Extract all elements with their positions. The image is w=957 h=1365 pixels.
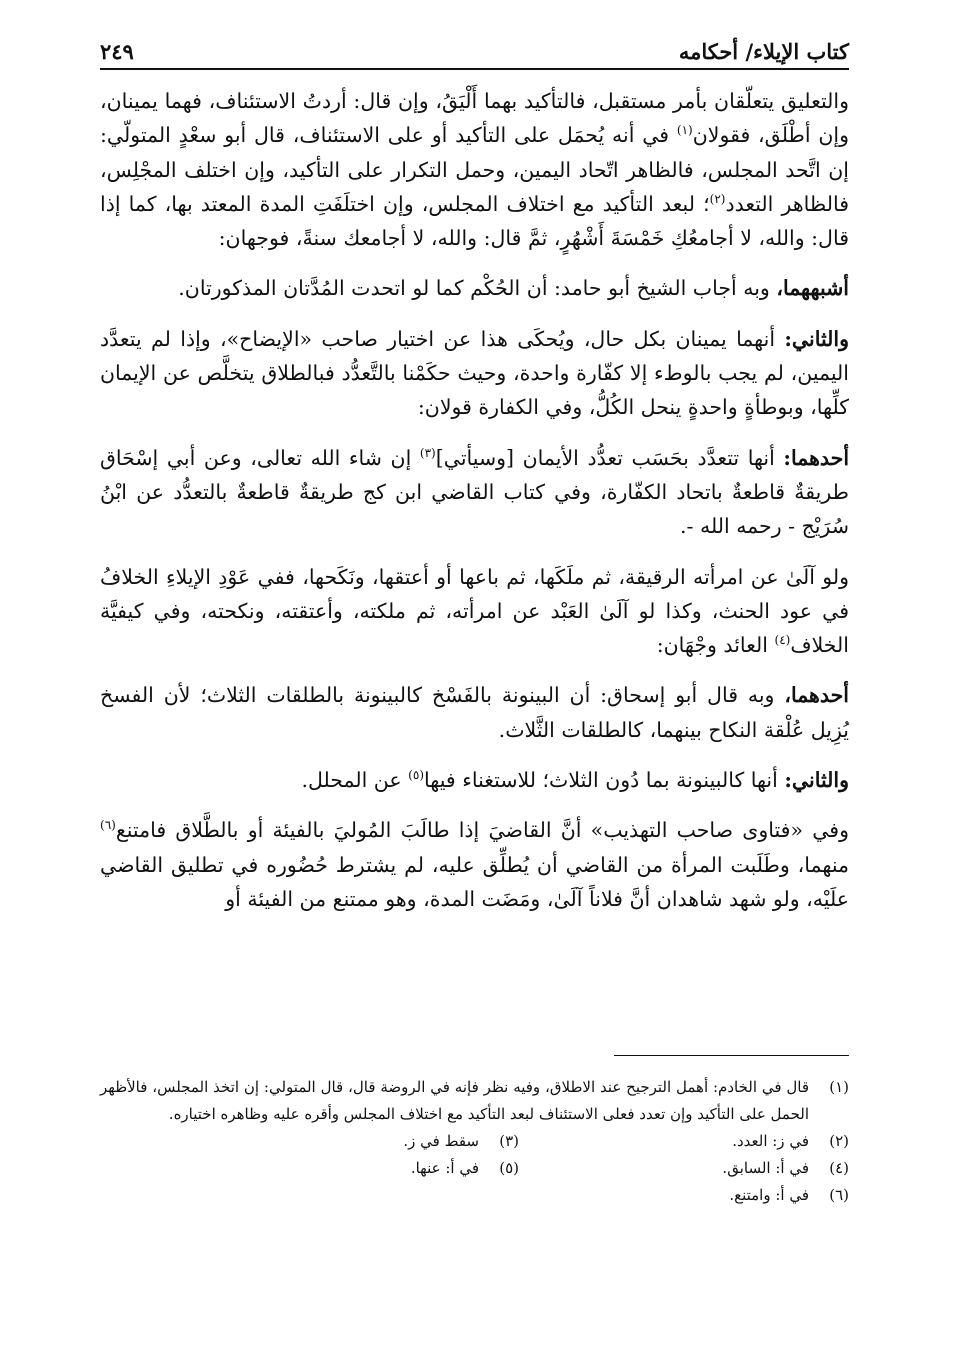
paragraph-5 — [100, 560, 849, 663]
footnote-ref: (٥) — [408, 768, 424, 783]
footnote-number: (٦) — [829, 1186, 849, 1204]
footnote-number: (٣) — [499, 1132, 519, 1150]
paragraph-4 — [100, 441, 849, 544]
footnote-text: سقط في ز. — [403, 1132, 479, 1150]
paragraph-7 — [100, 763, 849, 797]
main-text — [100, 84, 849, 916]
paragraph-1 — [100, 84, 849, 255]
paragraph-text: في أنه يُحمَل على التأكيد أو على الاستئناف، قال أبو سعْدٍ المتولّي: إن اتَّحد المجلس، فالظاهر اتّحاد اليمين، وحمل التكرار على التأكيد، وإن اختلف المجْلِس، فالظاهر التعدد — [100, 123, 849, 216]
paragraph-text: العائد وجْهَان: — [656, 633, 775, 658]
footnote-3 — [189, 1128, 519, 1155]
footnote-ref: (٦) — [100, 818, 116, 833]
paragraph-lead: أحدهما: — [783, 445, 850, 470]
footnote-ref: (٣) — [419, 445, 436, 460]
footnote-text: في أ: عنها. — [410, 1159, 479, 1177]
footnote-text: في أ: السابق. — [722, 1159, 809, 1177]
footnote-ref: (٢) — [709, 192, 726, 207]
footnote-text: قال في الخادم: أهمل الترجيح عند الاطلاق، وفيه نظر فإنه في الروضة قال، قال المتولي: إن اتخذ المجلس، فالأظهر الحمل على التأكيد وإن تعدد فعلى الاستئناف لبعد التأكيد مع اختلاف المجلس وأقره عليه وظاهره اختياره. — [100, 1078, 809, 1123]
paragraph-6 — [100, 678, 849, 747]
chapter-title: كتاب الإيلاء/ أحكامه — [678, 39, 849, 64]
footnote-2 — [519, 1128, 849, 1155]
footnote-5 — [189, 1155, 519, 1182]
paragraph-text: أنها تتعدَّد بحَسَب تعدُّد الأيمان [وسيأتي] — [435, 445, 784, 470]
paragraph-lead: أشبههما، — [776, 276, 849, 301]
footnote-6 — [519, 1182, 849, 1209]
page-number: ٢٤٩ — [100, 39, 134, 64]
footnote-row — [100, 1155, 849, 1182]
footnote-1 — [100, 1074, 849, 1128]
footnotes — [100, 1074, 849, 1209]
footnote-text: في أ: وامتنع. — [729, 1186, 809, 1204]
paragraph-text: أنها كالبينونة بما دُون الثلاث؛ للاستغناء فيها — [424, 768, 785, 793]
footnote-row — [100, 1182, 849, 1209]
paragraph-text: وبه أجاب الشيخ أبو حامد: أن الحُكْم كما لو اتحدت المُدَّتان المذكورتان. — [178, 276, 777, 301]
running-header — [100, 28, 849, 70]
paragraph-3 — [100, 322, 849, 425]
footnote-ref: (٤) — [774, 633, 791, 648]
paragraph-text: ولو آلَىٰ عن امرأته الرقيقة، ثم ملَكَها، ثم باعها أو أعتقها، ونَكَحها، ففي عَوْدِ الإيلاءِ الخلافُ في عود الحنث، وكذا لو آلَىٰ العَبْد عن امرأته، ثم ملكته، وأعتقته، ونكحته، وفي كيفيَّة الخلاف — [100, 564, 849, 658]
footnote-number: (٤) — [829, 1159, 849, 1177]
paragraph-text: ؛ لبعد التأكيد مع اختلاف المجلس، وإن اختلَفَتِ المدة المعتد بها، كما إذا قال: والله، لا أجامعُكِ خَمْسَةَ أَشْهُرٍ، ثمَّ قال: والله، لا أجامعك سنةً، فوجهان: — [100, 191, 849, 251]
footnote-ref: (١) — [676, 123, 693, 138]
paragraph-lead: والثاني: — [784, 326, 849, 351]
paragraph-text: إن شاء الله تعالى، وعن أبي إسْحَاق طريقةٌ قاطعةٌ باتحاد الكفّارة، وفي كتاب القاضي ابن كج طريقةٌ قاطعةٌ بالتعدُّد عن ابْنُ سُرَيْج - رحمه الله -. — [100, 445, 849, 539]
paragraph-lead: والثاني: — [784, 768, 849, 793]
paragraph-8 — [100, 813, 849, 916]
footnote-row — [100, 1128, 849, 1155]
footnote-number: (١) — [829, 1078, 849, 1096]
footnote-divider — [614, 1055, 849, 1056]
paragraph-text: أنهما يمينان بكل حال، ويُحكَى هذا عن اختيار صاحب «الإيضاح»، وإذا لم يتعدَّد اليمين، لم يجب بالوطء إلا كفّارة واحدة، وحيث حكَمْنا بالتَّعدُّد فبالطلاق يتخلَّص عن الإيمان كلِّها، وبوطأةٍ واحدةٍ ينحل الكُلُّ، وفي الكفارة قولان: — [100, 326, 849, 420]
paragraph-text: منهما، وطَلَبت المرأة من القاضي أن يُطلِّق عليه، لم يشترط حُضُوره في تطليق القاضي علَيْه، ولو شهد شاهدان أنَّ فلاناً آلَىٰ، ومَضَت المدة، وهو ممتنع من الفيئة أو — [100, 852, 849, 911]
footnote-number: (٥) — [499, 1159, 519, 1177]
paragraph-text: عن المحلل. — [301, 768, 409, 793]
paragraph-text: والتعليق يتعلّقان بأمر مستقبل، فالتأكيد بهما أَلْيَقُ، وإن قال: أردتُ الاستئناف، فهما يمينان، وإن أطْلَق، فقولان — [100, 89, 850, 148]
footnote-number: (٢) — [829, 1132, 849, 1150]
footnote-4 — [519, 1155, 849, 1182]
paragraph-2 — [100, 271, 849, 305]
paragraph-text: وفي «فتاوى صاحب التهذيب» أنَّ القاضيَ إذا طالَبَ المُوليَ بالفيئة أو بالطَّلاق فامتنع — [115, 818, 849, 843]
footnote-text: في ز: العدد. — [732, 1132, 809, 1150]
paragraph-text: وبه قال أبو إسحاق: أن البينونة بالفَسْخ كالبينونة بالطلقات الثلاث؛ لأن الفسخ يُزِيل عُلْقة النكاح بينهما، كالطلقات الثَّلاث. — [100, 683, 849, 742]
paragraph-lead: أحدهما، — [784, 683, 849, 708]
